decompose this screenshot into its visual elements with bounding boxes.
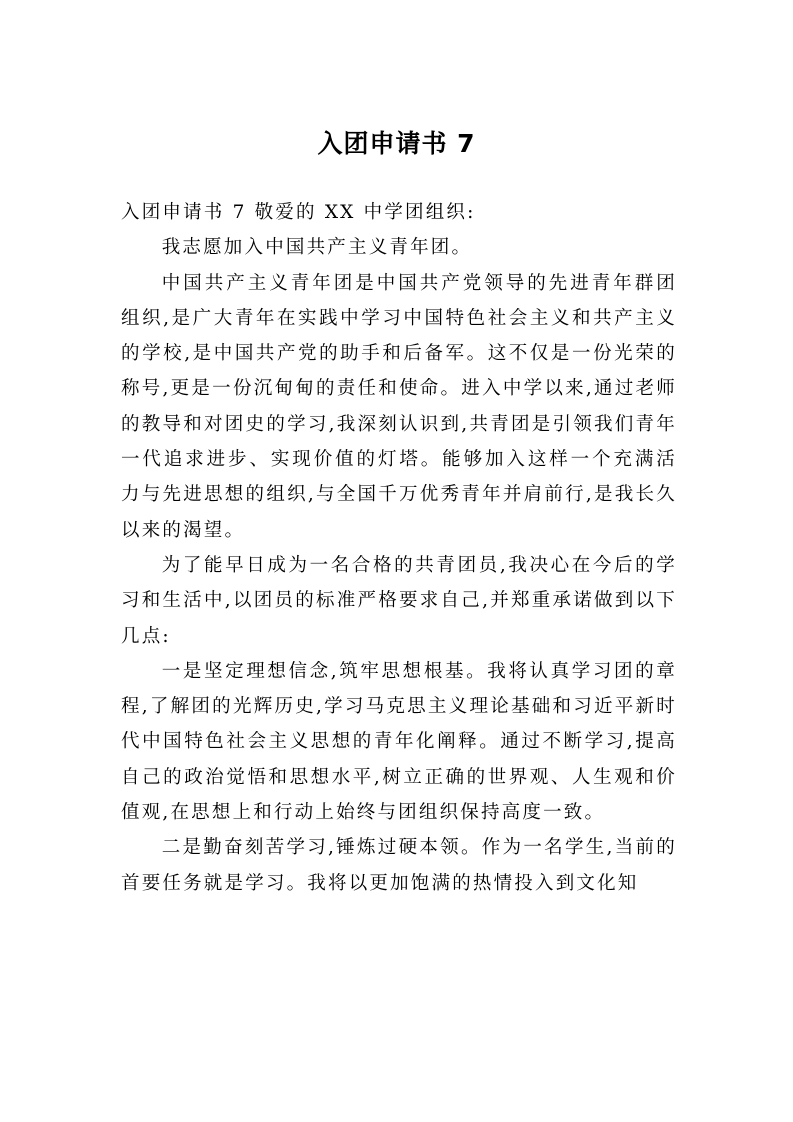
document-title: 入团申请书 7 — [317, 129, 476, 158]
body-paragraph: 中国共产主义青年团是中国共产党领导的先进青年群团组织,是广大青年在实践中学习中国特色社会主义和共产主义的学校,是中国共产党的助手和后备军。这不仅是一份光荣的称号,更是一份沉甸甸的责任和使命。进入中学以来,通过老师的教导和对团史的学习,我深刻认识到,共青团是引领我们青年一代追求进步、实现价值的灯塔。能够加入这样一个充满活力与先进思想的组织,与全国千万优秀青年并肩前行,是我长久以来的渴望。 — [121, 272, 677, 541]
body-paragraph: 一是坚定理想信念,筑牢思想根基。我将认真学习团的章程,了解团的光辉历史,学习马克思主义理论基础和习近平新时代中国特色社会主义思想的青年化阐释。通过不断学习,提高自己的政治觉悟和思想水平,树立正确的世界观、人生观和价值观,在思想上和行动上始终与团组织保持高度一致。 — [121, 660, 677, 824]
document-body — [121, 195, 677, 901]
body-paragraph: 二是勤奋刻苦学习,锤炼过硬本领。作为一名学生,当前的首要任务就是学习。我将以更加饱满的热情投入到文化知 — [121, 837, 677, 894]
salutation-paragraph: 入团申请书 7 敬爱的 XX 中学团组织: — [121, 202, 476, 223]
body-paragraph: 我志愿加入中国共产主义青年团。 — [161, 237, 473, 259]
body-paragraph: 为了能早日成为一名合格的共青团员,我决心在今后的学习和生活中,以团员的标准严格要求自己,并郑重承诺做到以下几点: — [121, 554, 677, 647]
